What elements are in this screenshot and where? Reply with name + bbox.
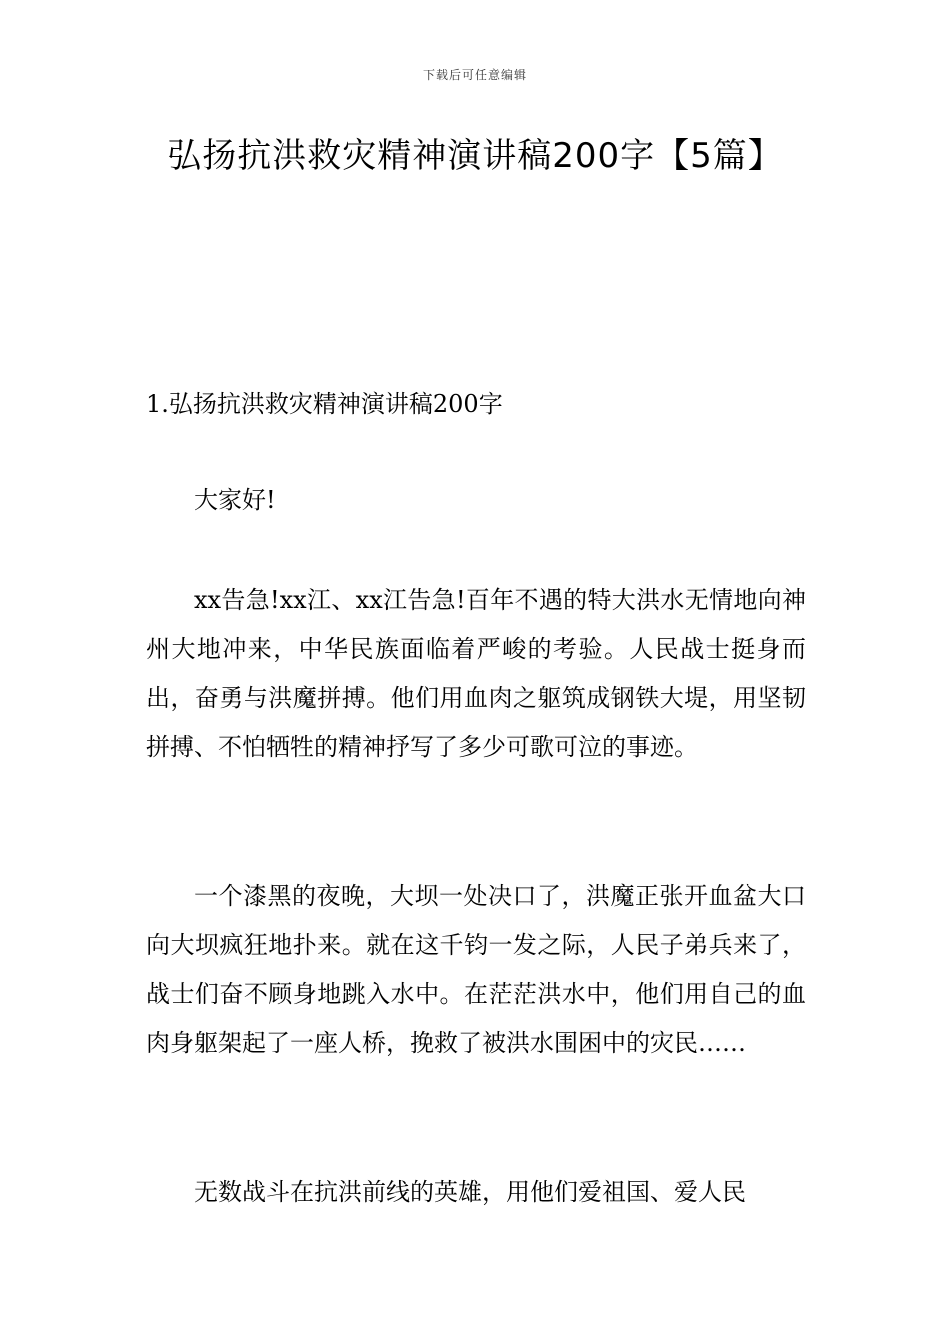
body-paragraph: 无数战斗在抗洪前线的英雄，用他们爱祖国、爱人民 (194, 1178, 746, 1206)
header-note: 下载后可任意编辑 (422, 68, 527, 82)
body-paragraph: xx告急!xx江、xx江告急!百年不遇的特大洪水无情地向神州大地冲来，中华民族面临着严峻的考验。人民战士挺身而出，奋勇与洪魔拼搏。他们用血肉之躯筑成钢铁大堤，用坚韧拼搏、不怕牺牲的精神抒写了多少可歌可泣的事迹。 (146, 586, 806, 761)
section-heading: 1.弘扬抗洪救灾精神演讲稿200字 (146, 390, 503, 418)
document-title: 弘扬抗洪救灾精神演讲稿200字【5篇】 (167, 136, 783, 176)
body-paragraph: 一个漆黑的夜晚，大坝一处决口了，洪魔正张开血盆大口向大坝疯狂地扑来。就在这千钧一发之际，人民子弟兵来了，战士们奋不顾身地跳入水中。在茫茫洪水中，他们用自己的血肉身躯架起了一座人桥，挽救了被洪水围困中的灾民…… (146, 882, 806, 1057)
greeting-paragraph: 大家好! (194, 486, 276, 514)
